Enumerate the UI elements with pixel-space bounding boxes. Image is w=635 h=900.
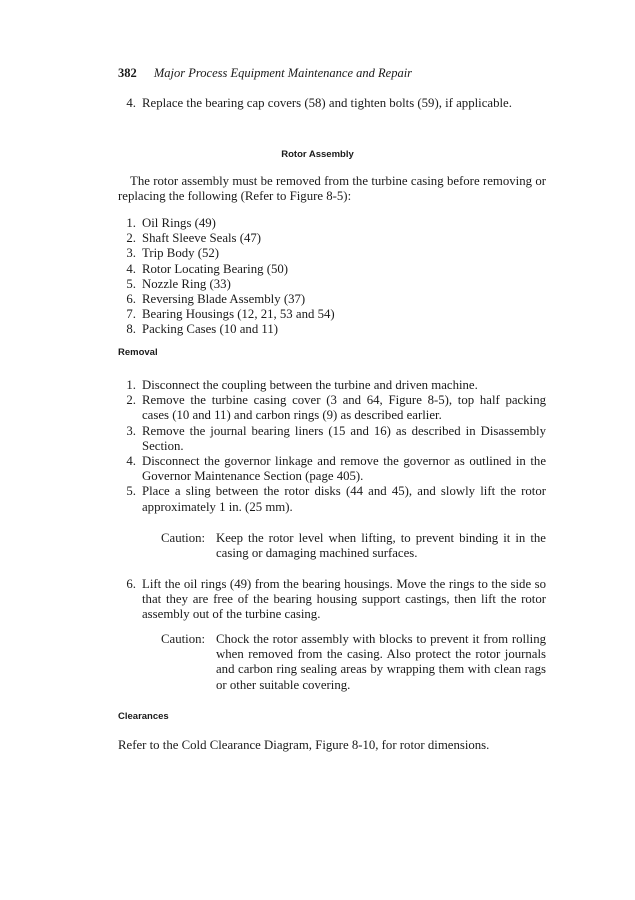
list-item: 4. Replace the bearing cap covers (58) and tighten bolts (59), if applicable. (126, 96, 512, 110)
section-heading-rotor-assembly: Rotor Assembly (281, 149, 354, 160)
caution-text: Chock the rotor assembly with blocks to prevent it from rolling when removed from the casing. Also protect the rotor journals and carbon ring sealing areas by wrapping them with clean rags or other suitable covering. (216, 632, 546, 692)
list-item: 6. Lift the oil rings (49) from the bearing housings. Move the rings to the side so that they are free of the bearing housing support castings, then lift the rotor assembly out of the turbine casing. (126, 577, 546, 622)
list-item: 4. Rotor Locating Bearing (50) (126, 261, 289, 276)
caution-text: Keep the rotor level when lifting, to prevent binding it in the casing or damaging machined surfaces. (216, 531, 546, 561)
list-item: 3. Remove the journal bearing liners (15 and 16) as described in Disassembly Section. (126, 423, 546, 453)
list-item: 6. Reversing Blade Assembly (37) (126, 292, 306, 307)
removal-step-6 (118, 577, 546, 623)
caution-label: Caution: (161, 531, 206, 545)
running-header (118, 66, 412, 81)
section-heading-removal: Removal (118, 347, 158, 358)
rotor-assembly-intro: The rotor assembly must be removed from the turbine casing before removing or replacing the following (Refer to Figure 8-5): (118, 174, 546, 204)
caution-label: Caution: (161, 632, 206, 646)
list-item: 1. Oil Rings (49) (126, 216, 216, 230)
list-item: 2. Remove the turbine casing cover (3 and 64, Figure 8-5), top half packing cases (10 and 11) and carbon rings (9) as described earlier. (126, 393, 546, 423)
caution-note-2 (161, 632, 546, 693)
clearances-text: Refer to the Cold Clearance Diagram, Figure 8-10, for rotor dimensions. (118, 738, 490, 752)
list-item: 1. Disconnect the coupling between the turbine and driven machine. (126, 378, 478, 392)
book-title: Major Process Equipment Maintenance and Repair (153, 66, 413, 80)
rotor-assembly-parts-list (118, 216, 546, 338)
page-number: 382 (118, 66, 137, 80)
caution-note-1 (161, 531, 546, 561)
list-item: 7. Bearing Housings (12, 21, 53 and 54) (126, 307, 335, 322)
list-item: 4. Disconnect the governor linkage and remove the governor as outlined in the Governor Maintenance Section (page 405). (126, 454, 546, 484)
list-item: 5. Place a sling between the rotor disks (44 and 45), and slowly lift the rotor approximately 1 in. (25 mm). (126, 484, 546, 514)
removal-steps-list (118, 378, 546, 515)
list-item: 8. Packing Cases (10 and 11) (126, 322, 278, 337)
list-item: 3. Trip Body (52) (126, 246, 220, 261)
continued-list (118, 96, 546, 111)
section-heading-clearances: Clearances (118, 711, 169, 722)
list-item: 2. Shaft Sleeve Seals (47) (126, 231, 262, 246)
list-item: 5. Nozzle Ring (33) (126, 276, 231, 291)
